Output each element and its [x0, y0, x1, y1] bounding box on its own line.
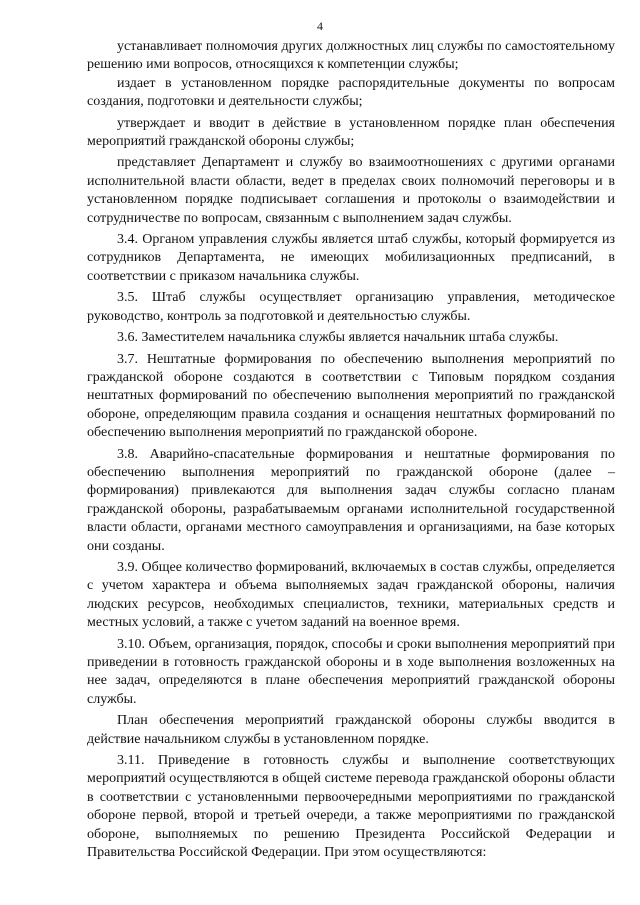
paragraph: 3.7. Нештатные формирования по обеспечению выполнения мероприятий по гражданской обороне создаются в соответствии с Типовым порядком создания нештатных формирований по обеспечению выполнения мероприятий по гражданской обороне, определяющим правила создания и оснащения нештатных формирований по обеспечению выполнения мероприятий по гражданской обороне.: [87, 351, 615, 441]
paragraph: 3.11. Приведение в готовность службы и выполнение соответствующих мероприятий осуществляются в общей системе перевода гражданской обороны области в соответствии с установленными первоочередными мероприятиями по гражданской обороне первой, второй и третьей очереди, а также мероприятиями по гражданской обороне, выполняемых по решению Президента Российской Федерации и Правительства Российской Федерации. При этом осуществляются:: [87, 753, 615, 861]
paragraph: издает в установленном порядке распорядительные документы по вопросам создания, подготовки и деятельности службы;: [87, 75, 615, 110]
paragraph: 3.8. Аварийно-спасательные формирования и нештатные формирования по обеспечению выполнения мероприятий по гражданской обороне (далее – формирования) привлекаются для выполнения задач службы согласно планам гражданской обороны, разрабатываемым органами исполнительной государственной власти области, органами местного самоуправления и организациями, на базе которых они созданы.: [87, 446, 615, 554]
paragraph: устанавливает полномочия других должностных лиц службы по самостоятельному решению ими вопросов, относящихся к компетенции службы;: [87, 39, 615, 73]
paragraph: 3.5. Штаб службы осуществляет организацию управления, методическое руководство, контроль за подготовкой и деятельностью службы.: [87, 290, 615, 324]
paragraph: представляет Департамент и службу во взаимоотношениях с другими органами исполнительной власти области, ведет в пределах своих полномочий переговоры и в установленном порядке подписывает соглашения и протоколы о взаимодействии и сотрудничестве по вопросам, связанным с выполнением задач службы.: [87, 155, 615, 226]
paragraph: 3.10. Объем, организация, порядок, способы и сроки выполнения мероприятий при приведении в готовность гражданской обороны и в ходе выполнения возложенных на нее задач, определяются в плане обеспечения мероприятий гражданской обороны службы.: [87, 636, 615, 707]
paragraph: 3.9. Общее количество формирований, включаемых в состав службы, определяется с учетом характера и объема выполняемых задач гражданской обороны, наличия людских ресурсов, необходимых специалистов, техники, материальных средств и местных условий, а также с учетом заданий на военное время.: [87, 559, 615, 631]
paragraph: 3.4. Органом управления службы является штаб службы, который формируется из сотрудников Департамента, не имеющих мобилизационных предписаний, в соответствии с приказом начальника службы.: [87, 232, 615, 284]
paragraph: 3.6. Заместителем начальника службы является начальник штаба службы.: [117, 330, 559, 346]
document-body: [87, 38, 615, 862]
page-number: 4: [317, 19, 323, 33]
paragraph: План обеспечения мероприятий гражданской обороны службы вводится в действие начальником службы в установленном порядке.: [87, 713, 615, 747]
paragraph: утверждает и вводит в действие в установленном порядке план обеспечения мероприятий гражданской обороны службы;: [87, 115, 615, 150]
